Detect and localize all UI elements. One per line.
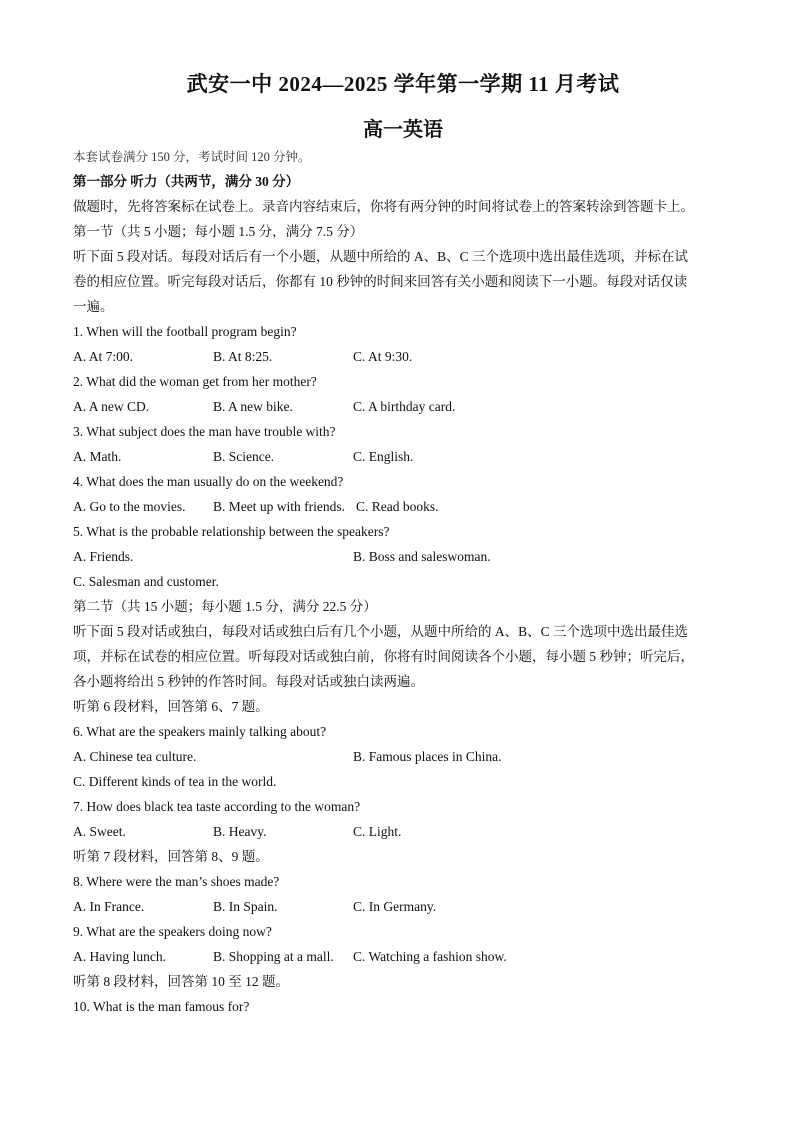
exam-subject: 高一英语 (363, 119, 443, 141)
question-text: 10. What is the man famous for? (73, 999, 250, 1014)
section2-instruction-line: 各小题将给出 5 秒钟的作答时间。每段对话或独白读两遍。 (73, 674, 424, 689)
part1-instruction: 做题时，先将答案标在试卷上。录音内容结束后，你将有两分钟的时间将试卷上的答案转涂到答题卡上。 (73, 199, 694, 214)
section2-heading: 第二节（共 15 小题；每小题 1.5 分，满分 22.5 分） (73, 599, 377, 614)
question-text: 4. What does the man usually do on the weekend? (73, 474, 344, 489)
exam-title: 武安一中 2024—2025 学年第一学期 11 月考试 (186, 72, 620, 96)
part1-heading: 第一部分 听力（共两节，满分 30 分） (73, 174, 300, 189)
option-b: B. Boss and saleswoman. (353, 549, 491, 564)
option-b: B. Meet up with friends. (213, 499, 345, 514)
option-a: A. Math. (73, 449, 122, 464)
option-a: A. Having lunch. (73, 949, 166, 964)
option-b: B. Science. (213, 449, 275, 464)
option-c: C. Salesman and customer. (73, 574, 219, 589)
question-text: 8. Where were the man’s shoes made? (73, 874, 280, 889)
section1-instruction-line: 卷的相应位置。听完每段对话后，你都有 10 秒钟的时间来回答有关小题和阅读下一小题。每段对话仅读 (73, 274, 688, 289)
option-a: A. Go to the movies. (73, 499, 186, 514)
question-text: 9. What are the speakers doing now? (73, 924, 272, 939)
option-c: C. Watching a fashion show. (353, 949, 507, 964)
option-a: A. A new CD. (73, 399, 150, 414)
question-text: 7. How does black tea taste according to the woman? (73, 799, 361, 814)
option-b: B. A new bike. (213, 399, 293, 414)
option-a: A. In France. (73, 899, 145, 914)
option-a: A. Chinese tea culture. (73, 749, 197, 764)
material-heading: 听第 6 段材料，回答第 6、7 题。 (73, 699, 269, 714)
option-a: A. At 7:00. (73, 349, 134, 364)
option-b: B. Famous places in China. (353, 749, 502, 764)
option-c: C. Light. (353, 824, 402, 839)
section2-instruction-line: 项，并标在试卷的相应位置。听每段对话或独白前，你将有时间阅读各个小题，每小题 5 秒钟；听完后， (73, 649, 694, 664)
question-text: 5. What is the probable relationship between the speakers? (73, 524, 390, 539)
option-c: C. At 9:30. (353, 349, 413, 364)
option-c: C. Read books. (356, 499, 439, 514)
option-b: B. Heavy. (213, 824, 267, 839)
option-a: A. Friends. (73, 549, 134, 564)
option-b: B. Shopping at a mall. (213, 949, 334, 964)
question-text: 2. What did the woman get from her mother? (73, 374, 317, 389)
section1-instruction-line: 听下面 5 段对话。每段对话后有一个小题，从题中所给的 A、B、C 三个选项中选出最佳选项，并标在试 (73, 249, 689, 264)
exam-note: 本套试卷满分 150 分，考试时间 120 分钟。 (73, 150, 311, 164)
question-text: 3. What subject does the man have trouble with? (73, 424, 336, 439)
material-heading: 听第 7 段材料，回答第 8、9 题。 (73, 849, 269, 864)
option-c: C. A birthday card. (353, 399, 456, 414)
material-heading: 听第 8 段材料，回答第 10 至 12 题。 (73, 974, 289, 989)
option-c: C. Different kinds of tea in the world. (73, 774, 277, 789)
option-b: B. At 8:25. (213, 349, 273, 364)
option-a: A. Sweet. (73, 824, 126, 839)
section2-instruction-line: 听下面 5 段对话或独白，每段对话或独白后有几个小题，从题中所给的 A、B、C 三个选项中选出最佳选 (73, 624, 689, 639)
option-c: C. In Germany. (353, 899, 437, 914)
question-text: 1. When will the football program begin? (73, 324, 297, 339)
option-b: B. In Spain. (213, 899, 278, 914)
section1-instruction-line: 一遍。 (73, 299, 114, 314)
option-c: C. English. (353, 449, 414, 464)
section1-heading: 第一节（共 5 小题；每小题 1.5 分，满分 7.5 分） (73, 224, 364, 239)
question-text: 6. What are the speakers mainly talking about? (73, 724, 327, 739)
